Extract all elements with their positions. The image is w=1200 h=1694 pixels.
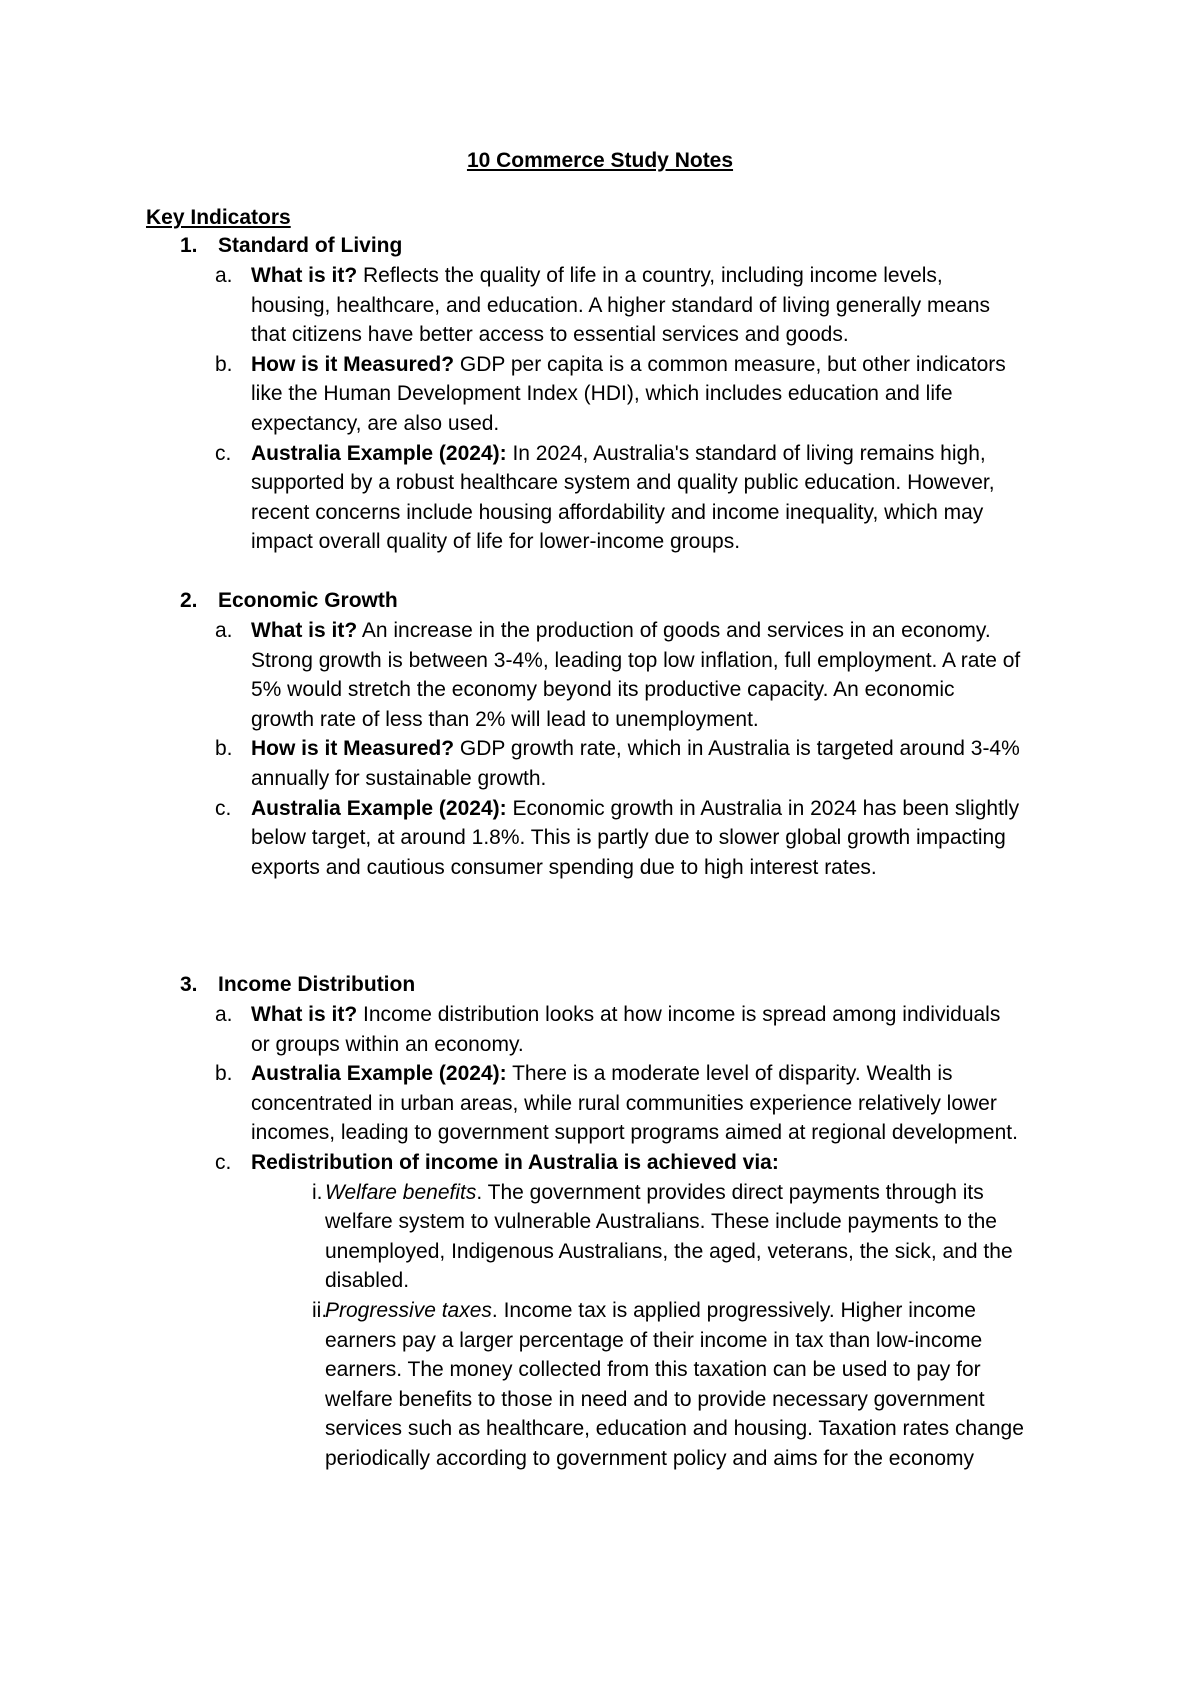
- item-label: Redistribution of income in Australia is achieved via:: [251, 1150, 779, 1174]
- list-item: [180, 350, 1080, 439]
- sub-item-text: . The government provides direct payments through its welfare system to vulnerable Australians. These include payments to the unemployed, Indigenous Australians, the aged, veterans, the sick, and the disabled.: [325, 1180, 1013, 1293]
- item-text: GDP per capita is a common measure, but other indicators like the Human Development Index (HDI), which includes education and life expectancy, are also used.: [251, 352, 1006, 435]
- item-label: Australia Example (2024):: [251, 1062, 507, 1086]
- indicator-heading: [180, 231, 1080, 261]
- sub-list-item: [180, 1296, 1080, 1474]
- list-marker: c.: [215, 441, 232, 465]
- indicator-heading: [180, 970, 1080, 1000]
- indicator-title: Standard of Living: [218, 234, 403, 257]
- list-item: [180, 439, 1080, 557]
- list-item: [180, 261, 1080, 350]
- item-label: What is it?: [251, 264, 358, 287]
- list-number: 2.: [180, 589, 198, 612]
- indicator-income-distribution: [180, 970, 1080, 1474]
- list-marker: a.: [215, 619, 233, 642]
- list-marker: b.: [215, 352, 233, 376]
- sub-list-item: [180, 1178, 1080, 1296]
- item-label: What is it?: [251, 1003, 358, 1026]
- list-marker: c.: [215, 1150, 232, 1174]
- list-item: [180, 1059, 1080, 1148]
- item-label: How is it Measured?: [251, 352, 455, 376]
- list-marker: b.: [215, 737, 233, 761]
- page-title: 10 Commerce Study Notes: [466, 149, 734, 172]
- sub-item-label: Welfare benefits: [325, 1180, 477, 1204]
- indicator-heading: [180, 586, 1080, 616]
- list-number: 3.: [180, 973, 198, 996]
- list-item: [180, 794, 1080, 883]
- sub-item-text: . Income tax is applied progressively. Higher income earners pay a larger percentage of their income in tax than low-income earners. The money collected from this taxation can be used to pay for welfare benefits to those in need and to provide necessary government services such as healthcare, education and housing. Taxation rates change periodically according to government policy and aims for the economy: [325, 1298, 1024, 1470]
- list-marker: c.: [215, 796, 232, 820]
- item-text: Reflects the quality of life in a country, including income levels, housing, healthcare, and education. A higher standard of living generally means that citizens have better access to essential services and goods.: [251, 264, 990, 347]
- item-label: How is it Measured?: [251, 737, 455, 761]
- item-text: An increase in the production of goods and services in an economy. Strong growth is between 3-4%, leading top low inflation, full employment. A rate of 5% would stretch the economy beyond its productive capacity. An economic growth rate of less than 2% will lead to unemployment.: [251, 619, 1021, 731]
- sub-list-marker: ii.: [312, 1298, 328, 1322]
- item-label: What is it?: [251, 619, 358, 642]
- indicator-title: Economic Growth: [218, 589, 398, 612]
- item-text: Economic growth in Australia in 2024 has been slightly below target, at around 1.8%. This is partly due to slower global growth impacting exports and cautious consumer spending due to high interest rates.: [251, 796, 1020, 879]
- list-marker: a.: [215, 264, 233, 287]
- list-item: [180, 616, 1080, 734]
- item-text: Income distribution looks at how income is spread among individuals or groups within an economy.: [251, 1003, 1001, 1056]
- item-text: In 2024, Australia's standard of living remains high, supported by a robust healthcare system and quality public education. However, recent concerns include housing affordability and income inequality, which may impact overall quality of life for lower-income groups.: [251, 441, 995, 554]
- item-text: There is a moderate level of disparity. Wealth is concentrated in urban areas, while rural communities experience relatively lower incomes, leading to government support programs aimed at regional development.: [251, 1062, 1018, 1145]
- list-item: [180, 1148, 1080, 1178]
- list-item: [180, 1000, 1080, 1059]
- sub-list-marker: i.: [312, 1180, 323, 1204]
- indicator-standard-of-living: [180, 231, 1080, 557]
- indicator-economic-growth: [180, 586, 1080, 882]
- item-label: Australia Example (2024):: [251, 796, 507, 820]
- item-text: GDP growth rate, which in Australia is targeted around 3-4% annually for sustainable growth.: [251, 737, 1020, 790]
- list-number: 1.: [180, 234, 198, 257]
- item-label: Australia Example (2024):: [251, 441, 507, 465]
- sub-item-label: Progressive taxes: [325, 1298, 492, 1322]
- section-heading: Key Indicators: [146, 206, 291, 229]
- list-item: [180, 734, 1080, 793]
- list-marker: b.: [215, 1062, 233, 1086]
- indicator-title: Income Distribution: [218, 973, 416, 996]
- list-marker: a.: [215, 1003, 233, 1026]
